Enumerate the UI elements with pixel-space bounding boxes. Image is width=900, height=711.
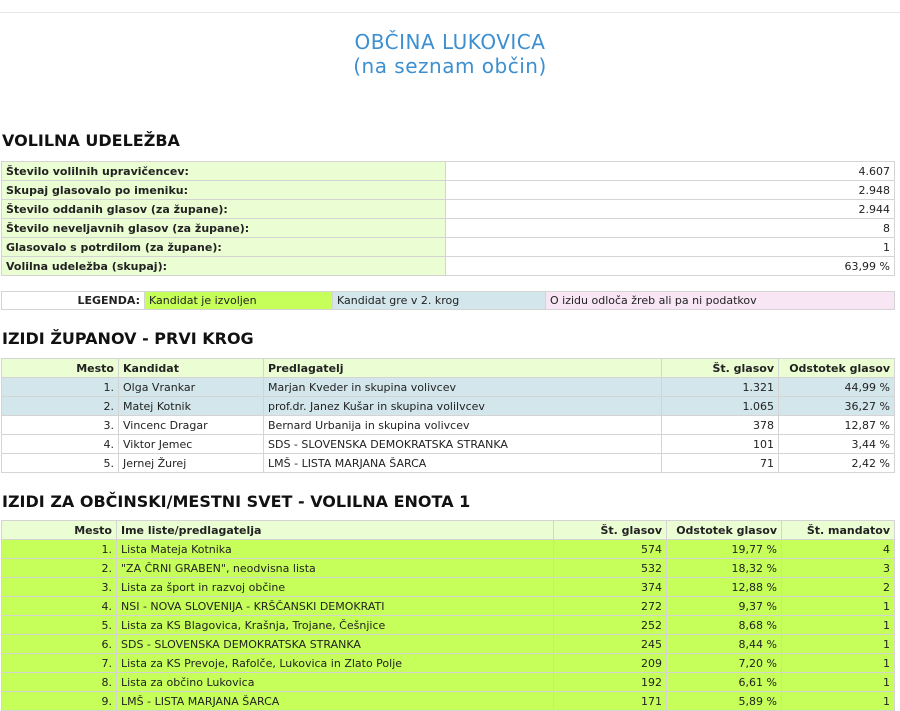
place-cell: 3. <box>2 416 119 435</box>
percent-cell: 19,77 % <box>667 540 782 559</box>
turnout-value: 63,99 % <box>446 257 895 276</box>
table-row <box>2 692 895 711</box>
turnout-row <box>2 219 895 238</box>
list-name-cell: "ZA ČRNI GRABEN", neodvisna lista <box>117 559 554 578</box>
candidate-cell: Vincenc Dragar <box>119 416 264 435</box>
seats-cell: 1 <box>782 635 895 654</box>
column-header: Odstotek glasov <box>667 521 782 540</box>
column-header: Predlagatelj <box>264 359 662 378</box>
turnout-label: Število oddanih glasov (za župane): <box>2 200 446 219</box>
legend-elected: Kandidat je izvoljen <box>145 292 333 310</box>
votes-cell: 252 <box>554 616 667 635</box>
turnout-label: Glasovalo s potrdilom (za župane): <box>2 238 446 257</box>
place-cell: 6. <box>2 635 117 654</box>
percent-cell: 2,42 % <box>779 454 895 473</box>
table-header-row <box>2 359 895 378</box>
percent-cell: 36,27 % <box>779 397 895 416</box>
turnout-row <box>2 200 895 219</box>
place-cell: 3. <box>2 578 117 597</box>
legend-label: LEGENDA: <box>2 292 145 310</box>
list-name-cell: NSI - NOVA SLOVENIJA - KRŠČANSKI DEMOKRATI <box>117 597 554 616</box>
table-row <box>2 673 895 692</box>
table-row <box>2 578 895 597</box>
municipality-list-link[interactable]: (na seznam občin) <box>353 54 547 78</box>
candidate-cell: Matej Kotnik <box>119 397 264 416</box>
turnout-value: 2.944 <box>446 200 895 219</box>
percent-cell: 6,61 % <box>667 673 782 692</box>
turnout-label: Število neveljavnih glasov (za župane): <box>2 219 446 238</box>
mayor-heading: IZIDI ŽUPANOV - PRVI KROG <box>2 329 254 348</box>
list-name-cell: SDS - SLOVENSKA DEMOKRATSKA STRANKA <box>117 635 554 654</box>
column-header: Mesto <box>2 521 117 540</box>
votes-cell: 574 <box>554 540 667 559</box>
percent-cell: 3,44 % <box>779 435 895 454</box>
votes-cell: 209 <box>554 654 667 673</box>
list-name-cell: Lista Mateja Kotnika <box>117 540 554 559</box>
top-divider <box>0 12 900 13</box>
proposer-cell: Bernard Urbanija in skupina volivcev <box>264 416 662 435</box>
table-row <box>2 435 895 454</box>
page-header <box>0 30 900 78</box>
legend-lot: O izidu odloča žreb ali pa ni podatkov <box>546 292 895 310</box>
place-cell: 1. <box>2 540 117 559</box>
table-row <box>2 397 895 416</box>
candidate-cell: Jernej Žurej <box>119 454 264 473</box>
table-row <box>2 454 895 473</box>
percent-cell: 9,37 % <box>667 597 782 616</box>
column-header: Ime liste/predlagatelja <box>117 521 554 540</box>
votes-cell: 378 <box>662 416 779 435</box>
seats-cell: 3 <box>782 559 895 578</box>
percent-cell: 18,32 % <box>667 559 782 578</box>
place-cell: 5. <box>2 454 119 473</box>
turnout-row <box>2 238 895 257</box>
percent-cell: 44,99 % <box>779 378 895 397</box>
votes-cell: 532 <box>554 559 667 578</box>
table-row <box>2 597 895 616</box>
mayor-results-table <box>1 358 895 473</box>
percent-cell: 8,68 % <box>667 616 782 635</box>
table-row <box>2 540 895 559</box>
table-row <box>2 654 895 673</box>
turnout-table <box>1 161 895 276</box>
turnout-row <box>2 257 895 276</box>
council-results-table <box>1 520 895 711</box>
list-name-cell: Lista za občino Lukovica <box>117 673 554 692</box>
proposer-cell: prof.dr. Janez Kušar in skupina volilvcev <box>264 397 662 416</box>
votes-cell: 374 <box>554 578 667 597</box>
percent-cell: 12,87 % <box>779 416 895 435</box>
place-cell: 5. <box>2 616 117 635</box>
table-row <box>2 616 895 635</box>
municipality-title: OBČINA LUKOVICA <box>354 30 546 54</box>
turnout-label: Število volilnih upravičencev: <box>2 162 446 181</box>
place-cell: 7. <box>2 654 117 673</box>
place-cell: 8. <box>2 673 117 692</box>
proposer-cell: SDS - SLOVENSKA DEMOKRATSKA STRANKA <box>264 435 662 454</box>
seats-cell: 1 <box>782 654 895 673</box>
place-cell: 9. <box>2 692 117 711</box>
turnout-value: 8 <box>446 219 895 238</box>
votes-cell: 101 <box>662 435 779 454</box>
votes-cell: 192 <box>554 673 667 692</box>
list-name-cell: Lista za KS Prevoje, Rafolče, Lukovica in Zlato Polje <box>117 654 554 673</box>
place-cell: 4. <box>2 597 117 616</box>
votes-cell: 245 <box>554 635 667 654</box>
candidate-cell: Viktor Jemec <box>119 435 264 454</box>
place-cell: 2. <box>2 559 117 578</box>
turnout-row <box>2 181 895 200</box>
seats-cell: 2 <box>782 578 895 597</box>
table-row <box>2 559 895 578</box>
list-name-cell: LMŠ - LISTA MARJANA ŠARCA <box>117 692 554 711</box>
column-header: Št. glasov <box>662 359 779 378</box>
place-cell: 2. <box>2 397 119 416</box>
table-row <box>2 635 895 654</box>
council-heading: IZIDI ZA OBČINSKI/MESTNI SVET - VOLILNA ENOTA 1 <box>2 492 471 511</box>
table-header-row <box>2 521 895 540</box>
proposer-cell: Marjan Kveder in skupina volivcev <box>264 378 662 397</box>
list-name-cell: Lista za šport in razvoj občine <box>117 578 554 597</box>
percent-cell: 12,88 % <box>667 578 782 597</box>
votes-cell: 171 <box>554 692 667 711</box>
proposer-cell: LMŠ - LISTA MARJANA ŠARCA <box>264 454 662 473</box>
place-cell: 1. <box>2 378 119 397</box>
table-row <box>2 378 895 397</box>
seats-cell: 1 <box>782 673 895 692</box>
seats-cell: 1 <box>782 616 895 635</box>
votes-cell: 1.321 <box>662 378 779 397</box>
votes-cell: 272 <box>554 597 667 616</box>
column-header: Odstotek glasov <box>779 359 895 378</box>
turnout-value: 4.607 <box>446 162 895 181</box>
turnout-label: Skupaj glasovalo po imeniku: <box>2 181 446 200</box>
turnout-row <box>2 162 895 181</box>
legend-table <box>1 291 895 310</box>
votes-cell: 1.065 <box>662 397 779 416</box>
list-name-cell: Lista za KS Blagovica, Krašnja, Trojane, Češnjice <box>117 616 554 635</box>
column-header: Kandidat <box>119 359 264 378</box>
percent-cell: 8,44 % <box>667 635 782 654</box>
votes-cell: 71 <box>662 454 779 473</box>
seats-cell: 1 <box>782 692 895 711</box>
percent-cell: 7,20 % <box>667 654 782 673</box>
turnout-value: 2.948 <box>446 181 895 200</box>
turnout-value: 1 <box>446 238 895 257</box>
column-header: Št. glasov <box>554 521 667 540</box>
table-row <box>2 416 895 435</box>
legend-second-round: Kandidat gre v 2. krog <box>333 292 546 310</box>
place-cell: 4. <box>2 435 119 454</box>
percent-cell: 5,89 % <box>667 692 782 711</box>
candidate-cell: Olga Vrankar <box>119 378 264 397</box>
column-header: Št. mandatov <box>782 521 895 540</box>
seats-cell: 4 <box>782 540 895 559</box>
turnout-heading: VOLILNA UDELEŽBA <box>2 131 180 150</box>
column-header: Mesto <box>2 359 119 378</box>
seats-cell: 1 <box>782 597 895 616</box>
turnout-label: Volilna udeležba (skupaj): <box>2 257 446 276</box>
